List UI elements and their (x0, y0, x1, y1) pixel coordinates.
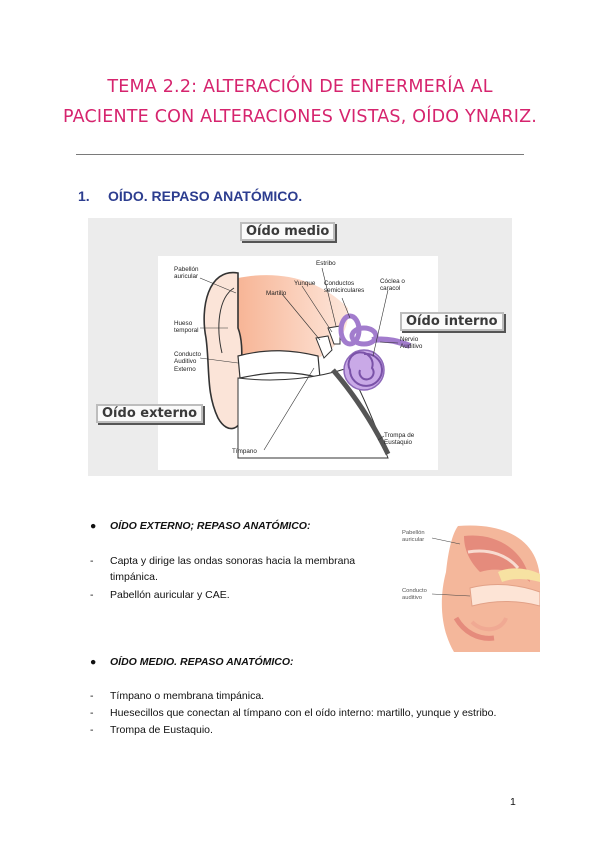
document-title-line-2: PACIENTE CON ALTERACIONES VISTAS, OÍDO YNARIZ. (62, 107, 538, 127)
list-item-text: Capta y dirige las ondas sonoras hacia la membrana (110, 555, 356, 567)
section-heading (78, 188, 302, 204)
list-item-text: Pabellón auricular y CAE. (110, 589, 230, 601)
medio-heading-text: OÍDO MEDIO. REPASO ANATÓMICO: (110, 656, 294, 668)
bullet-dot: ● (90, 520, 97, 532)
ear-anatomy-figure (88, 218, 512, 476)
ear-anatomy-illustration (88, 218, 512, 476)
label-conducto-auditivo-small: Conducto auditivo (402, 588, 427, 602)
label-trompa-de-eustaquio: Trompa de Eustaquio (384, 432, 415, 447)
label-timpano: Tímpano (232, 448, 257, 455)
page-number: 1 (510, 796, 516, 808)
section-title: OÍDO. REPASO ANATÓMICO. (108, 188, 303, 204)
label-conductos-semicirculares: Conductos semicirculares (324, 280, 365, 295)
list-item: - Tímpano o membrana timpánica. (90, 690, 265, 702)
label-yunque: Yunque (294, 280, 316, 287)
list-item-text: Trompa de Eustaquio. (110, 724, 213, 736)
title-divider (76, 154, 524, 155)
list-item-text: Huesecillos que conectan al tímpano con el oído interno: martillo, yunque y estribo. (110, 707, 497, 719)
label-oido-medio: Oído medio (240, 222, 335, 241)
list-item: - Huesecillos que conectan al tímpano con el oído interno: martillo, yunque y estribo. (90, 707, 497, 719)
label-estribo: Estribo (316, 260, 336, 267)
section-number: 1. (78, 188, 90, 204)
label-nervio-auditivo: Nervio Auditivo (400, 336, 423, 351)
list-item: - Pabellón auricular y CAE. (90, 589, 230, 601)
medio-heading (90, 656, 294, 668)
label-martillo: Martillo (266, 290, 287, 297)
label-oido-interno: Oído interno (400, 312, 504, 331)
label-conducto-auditivo-externo: Conducto Auditivo Externo (174, 351, 201, 373)
label-pabellon-auricular-small: Pabellón auricular (402, 530, 425, 544)
bullet-dot: ● (90, 656, 97, 668)
list-item: - Capta y dirige las ondas sonoras hacia la membrana timpánica. (90, 555, 356, 583)
label-oido-externo: Oído externo (96, 404, 203, 423)
externo-heading-text: OÍDO EXTERNO; REPASO ANATÓMICO: (110, 520, 311, 532)
label-coclea: Cóclea o caracol (380, 278, 405, 293)
list-item-text: Tímpano o membrana timpánica. (110, 690, 265, 702)
list-item: - Trompa de Eustaquio. (90, 724, 213, 736)
external-ear-figure (398, 522, 540, 652)
externo-heading (90, 520, 310, 532)
label-pabellon-auricular: Pabellón auricular (174, 266, 199, 281)
label-hueso-temporal: Hueso temporal (174, 320, 199, 335)
list-item-continuation: timpánica. (110, 571, 158, 583)
document-title-line-1: TEMA 2.2: ALTERACIÓN DE ENFERMERÍA AL (107, 77, 493, 97)
